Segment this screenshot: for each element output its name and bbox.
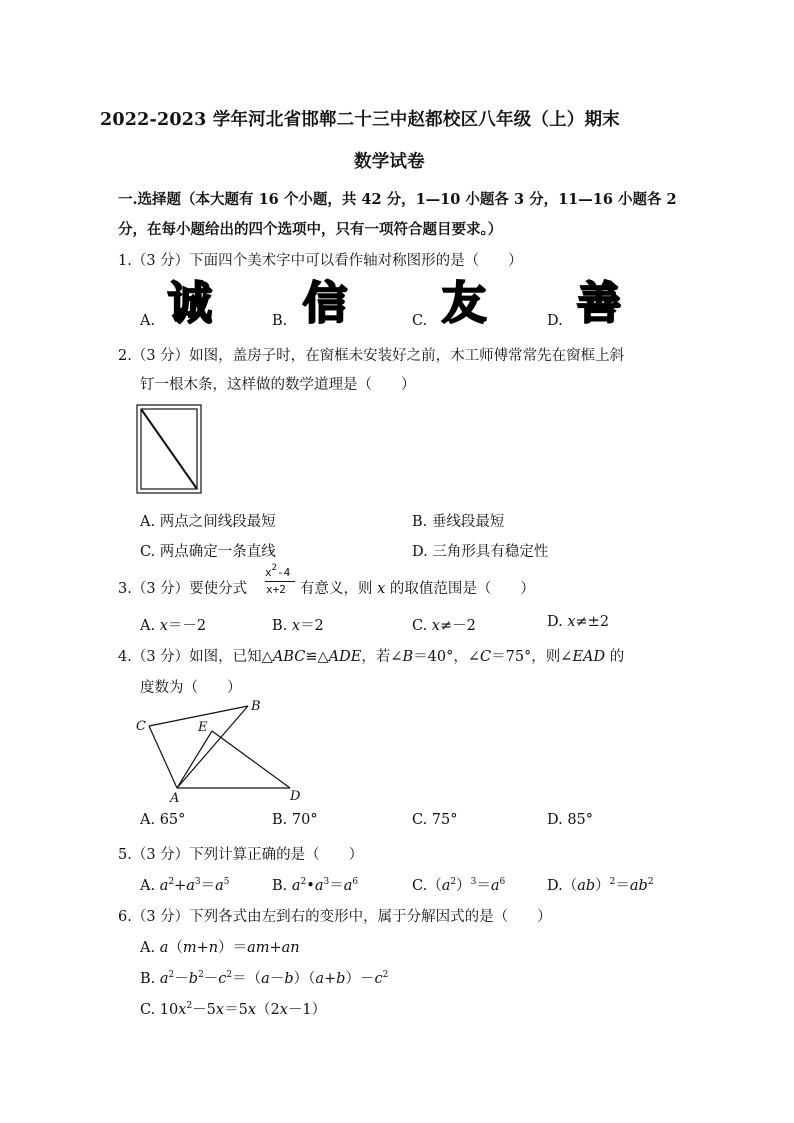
q3-option-b-label: B. [272,618,288,634]
q5-c-e3: 6 [499,877,506,887]
q6-b-m2: － [203,971,219,987]
q6-a-e: am+an [247,940,300,956]
q4-s1b: ≌△ [305,649,329,665]
q6-option-c [140,998,326,1019]
q5-stem: 5.（3 分）下列计算正确的是（ ） [118,847,364,863]
q6-c-rest: －1） [287,1002,327,1018]
q3-num-exp: 2 [271,563,278,573]
q3-num-rest: -4 [277,566,291,579]
window-frame-figure [136,404,204,496]
q3-option-c-var: x [431,618,440,634]
q6-a-c: m+n [182,940,219,956]
q1-option-b-label: B. [272,313,288,329]
q6-c-x2: x [215,1002,225,1018]
q4-option-b-label: B. [272,812,288,828]
q2-option-d-text: 三角形具有稳定性 [432,544,549,560]
q5-a-e1: 2 [168,877,175,887]
q6-option-a [140,936,300,957]
q1-option-d-char: 善 [577,278,621,329]
q6-a-d: ）＝ [218,940,248,956]
q6-b-m1: － [174,971,189,987]
q3-fraction-numerator [265,563,291,579]
q3-suffix-var: x [377,581,386,597]
q6-b-t4: c [374,971,383,987]
q4-stem-line1 [118,645,624,666]
q6-c-label: C. [140,1002,156,1018]
q5-b-c: a [343,878,353,894]
q5-a-e2: 3 [194,877,201,887]
q6-b-e3: 2 [226,970,233,980]
q3-option-d-label: D. [547,614,563,630]
q6-c-eq: ＝5 [224,1002,248,1018]
q4-option-c [412,812,458,828]
q3-stem-prefix: 3.（3 分）要使分式 [118,581,248,597]
q6-b-b: b [188,971,199,987]
q5-c-e2: 3 [470,877,477,887]
q5-c-a: a [441,878,451,894]
q3-fraction [265,563,299,600]
q6-c-p1: 10 [159,1002,179,1018]
q6-c-x4: x [279,1002,288,1018]
q4-s1-ead: EAD [572,649,606,665]
label-b: B [251,699,261,714]
q5-d-e2: 2 [647,877,654,887]
q1-option-c-char: 友 [442,278,486,329]
q4-s1c: ，若∠ [361,649,403,665]
q3-option-d-rest: ≠±2 [575,614,610,630]
q5-option-a [140,874,230,895]
q1-option-b-char: 信 [303,278,347,329]
q2-option-b-label: B. [412,514,428,530]
q3-option-d [547,614,609,630]
q5-c-eq: ＝ [476,878,491,894]
q6-c-x1: x [178,1002,187,1018]
q5-a-plus: + [174,878,187,894]
q5-d-c: ab [629,878,648,894]
q1-option-a-char: 诚 [168,278,212,329]
q5-d-e1: 2 [609,877,616,887]
q2-stem-line1: 2.（3 分）如图，盖房子时，在窗框未安装好之前，木工师傅常常先在窗框上斜 [118,348,625,364]
q3-option-c-rest: ≠－2 [439,618,476,634]
q6-b-e2: 2 [198,970,204,980]
label-d: D [290,789,301,804]
q5-a-e3: 5 [223,877,230,887]
q2-option-a-label: A. [140,514,156,530]
q4-s1-C: C [480,649,492,665]
q4-option-b-text: 70° [291,812,318,828]
q6-a-a: a [159,940,169,956]
q3-stem-suffix [300,577,535,598]
section-heading-line2: 分，在每小题给出的四个选项中，只有一项符合题目要求。） [118,221,503,238]
q2-option-d-label: D. [412,544,428,560]
q4-s1f: 的 [605,649,625,665]
q6-b-c: c [218,971,227,987]
q5-a-eq: ＝ [200,878,216,894]
q5-d-ab: ab [577,878,596,894]
page-title-line2: 数学试卷 [354,152,425,172]
q6-c-e1: 2 [186,1001,193,1011]
q5-option-d [547,874,654,895]
q6-b-eq: ＝（ [232,971,262,987]
q3-option-c-label: C. [412,618,428,634]
q3-option-b-var: x [291,618,301,634]
q4-option-c-label: C. [412,812,428,828]
q2-option-c [140,540,276,561]
q6-b-m3: － [269,971,285,987]
q5-b-a: a [291,878,301,894]
q4-s1-B: B [402,649,414,665]
q6-b-end: ）－ [345,971,375,987]
label-a: A [170,791,180,806]
q1-stem: 1.（3 分）下面四个美术字中可以看作轴对称图形的是（ ） [118,253,523,269]
q5-a-c: a [215,878,224,894]
q3-option-b [272,614,324,635]
q5-b-e2: 3 [323,877,330,887]
q4-stem-line2: 度数为（ ） [140,680,242,696]
q5-c-e1: 2 [450,877,457,887]
segment-ae [177,731,212,788]
q5-b-b: a [314,878,324,894]
q2-option-b-text: 垂线段最短 [431,514,505,530]
q2-option-b [412,510,504,531]
q2-option-a [140,510,276,531]
section-heading-line1: 一.选择题（本大题有 16 个小题，共 42 分，1—10 小题各 3 分，11—16 小题各 2 [118,191,677,208]
q1-option-a-label: A. [140,313,156,329]
q5-b-e3: 6 [352,877,359,887]
q3-suffix-a: 有意义，则 [300,581,378,597]
q6-option-b [140,967,388,988]
q5-d-label: D. [547,878,563,894]
q5-b-e1: 2 [300,877,307,887]
q4-s1-ade: ADE [328,649,362,665]
q3-option-c [412,614,476,635]
label-e: E [198,720,208,735]
q5-c-label: C. [412,878,428,894]
q4-option-b [272,812,318,828]
q1-option-c-label: C. [412,313,428,329]
q6-b-e4: 2 [382,970,389,980]
q6-c-x3: x [247,1002,257,1018]
q6-a-label: A. [140,940,156,956]
q3-fraction-bar [265,581,295,582]
q6-stem: 6.（3 分）下列各式由左到右的变形中，属于分解因式的是（ ） [118,909,552,925]
q5-c-lp: （ [427,878,442,894]
q5-b-dot: • [306,878,315,894]
q6-c-m1: －5 [192,1002,216,1018]
q4-s1d: ＝40°，∠ [413,649,480,665]
page-title-line1: 2022-2023 学年河北省邯郸二十三中赵都校区八年级（上）期末 [100,110,620,130]
q3-option-b-rest: ＝2 [300,618,324,634]
triangle-figure [130,694,310,806]
q3-option-a-label: A. [140,618,156,634]
q4-option-a-text: 65° [159,812,186,828]
q4-option-d [547,812,593,828]
q6-b-e1: 2 [168,970,175,980]
q5-c-c: a [490,878,500,894]
q2-option-a-text: 两点之间线段最短 [159,514,276,530]
q6-b-t1: a [261,971,270,987]
label-c: C [136,719,146,734]
q5-b-label: B. [272,878,288,894]
q4-s1-abc: ABC [272,649,306,665]
q3-option-a [140,614,206,635]
q3-option-a-rest: ＝－2 [167,618,207,634]
q2-option-d [412,540,548,561]
q3-fraction-denominator: x+2 [266,583,286,596]
q5-a-b: a [186,878,195,894]
q3-suffix-b: 的取值范围是（ ） [385,581,535,597]
q6-b-label: B. [140,971,156,987]
q4-option-c-text: 75° [431,812,458,828]
segment-ed [212,731,290,788]
q2-option-c-label: C. [140,544,156,560]
q4-option-a [140,812,185,828]
q5-d-eq: ＝ [615,878,630,894]
q4-option-d-text: 85° [567,812,594,828]
q4-option-a-label: A. [140,812,156,828]
q6-c-lp: （2 [256,1002,280,1018]
q5-c-rp: ） [456,878,471,894]
segment-ca [149,726,177,788]
q5-d-rp: ） [595,878,610,894]
q6-b-a: a [159,971,169,987]
diagonal-brace [141,409,197,489]
q3-option-a-var: x [159,618,168,634]
q2-option-c-text: 两点确定一条直线 [159,544,276,560]
q6-b-t3: a+b [315,971,346,987]
q5-a-a: a [159,878,169,894]
q2-stem-line2: 钉一根木条，这样做的数学道理是（ ） [140,377,416,393]
q4-s1a: 4.（3 分）如图，已知△ [118,649,273,665]
q5-d-lp: （ [562,878,578,894]
q6-a-b: （ [168,940,183,956]
q5-b-eq: ＝ [329,878,344,894]
q5-option-b [272,874,358,895]
q4-option-d-label: D. [547,812,563,828]
q3-num-x: x [265,566,272,579]
q6-b-t2: b [284,971,294,987]
q1-option-d-label: D. [547,313,563,329]
q4-s1e: ＝75°，则∠ [491,649,573,665]
q5-a-label: A. [140,878,156,894]
q3-option-d-var: x [567,614,576,630]
q5-option-c [412,874,505,895]
q6-b-mid: ）（ [293,971,316,987]
